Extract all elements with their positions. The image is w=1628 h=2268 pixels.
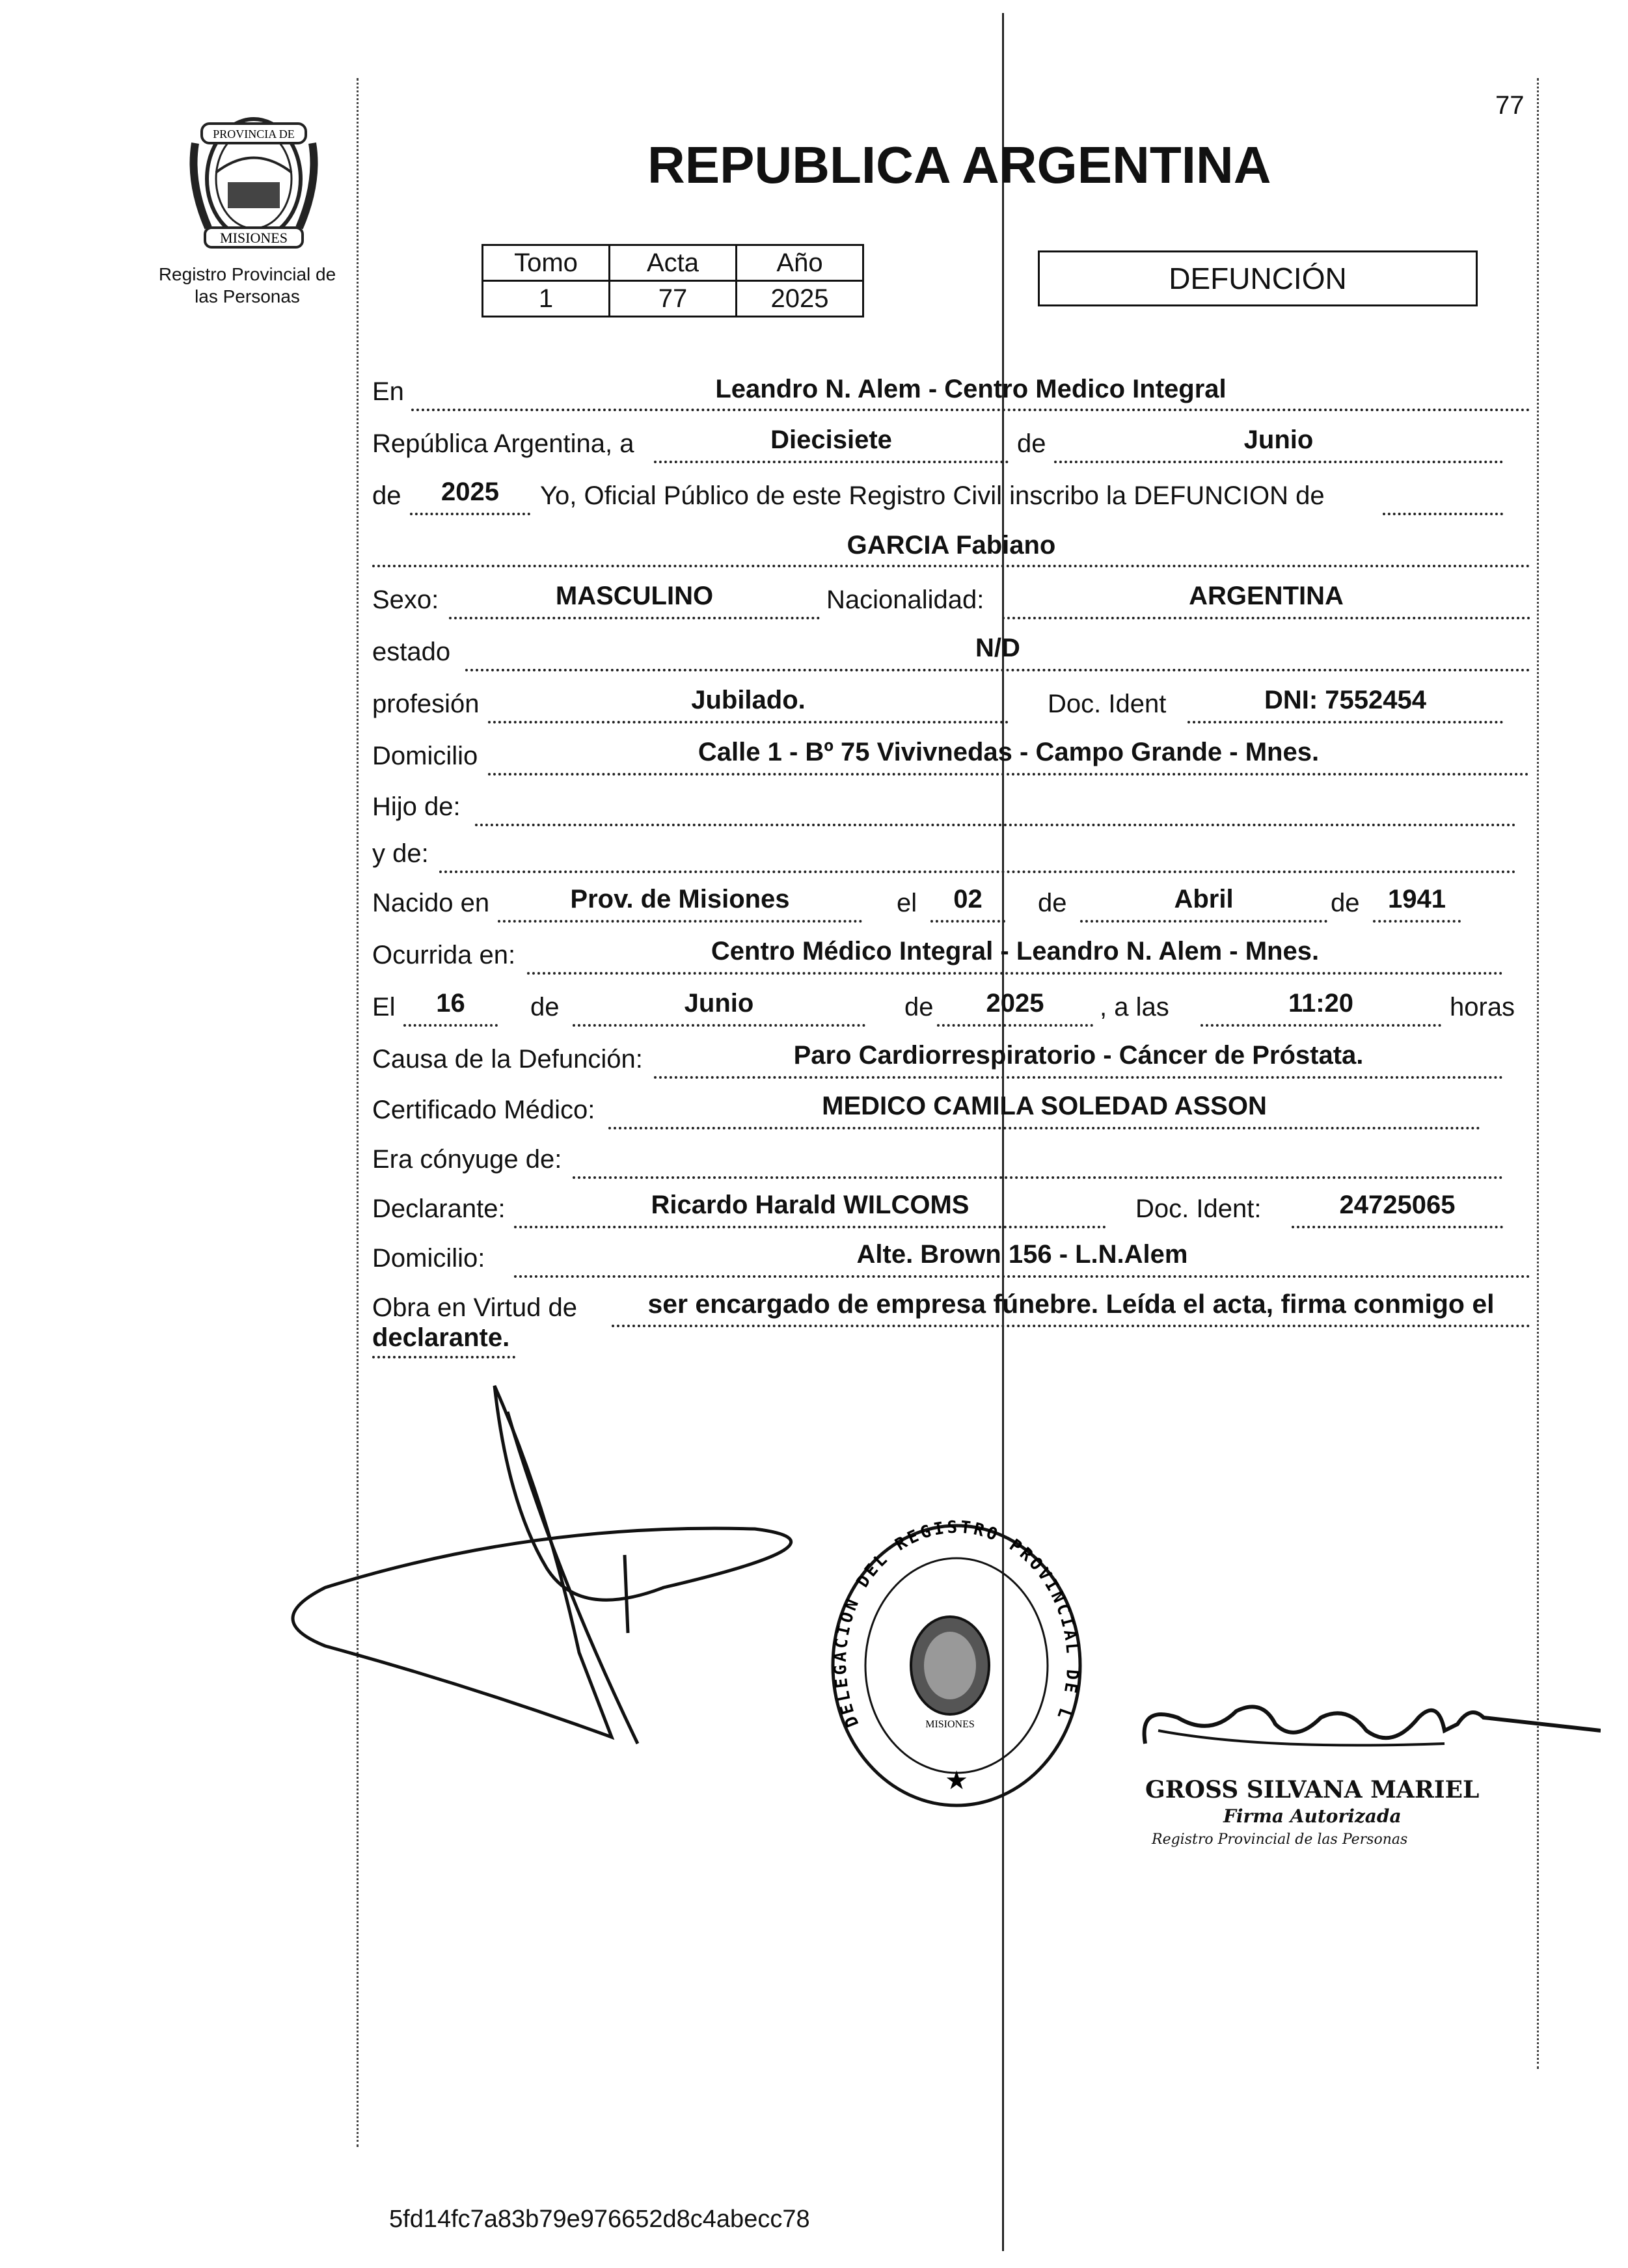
document-title: REPUBLICA ARGENTINA (647, 136, 1271, 194)
scan-fold-line (1002, 13, 1004, 2251)
table-value-acta: 77 (610, 281, 737, 317)
line-yo-oficial-tail (1383, 513, 1503, 515)
label-sexo: Sexo: (372, 586, 439, 614)
label-de-mes: de (1017, 429, 1046, 458)
field-nac-dia: 02 (953, 885, 983, 913)
line-estado (465, 669, 1530, 671)
label-y-de: y de: (372, 839, 429, 868)
field-def-hora: 11:20 (1288, 989, 1354, 1018)
label-profesion: profesión (372, 690, 480, 718)
line-def-mes (573, 1024, 865, 1027)
field-nombre: GARCIA Fabiano (847, 531, 1056, 560)
table-header-anio: Año (737, 245, 863, 281)
line-anio (410, 513, 530, 515)
table-value-anio: 2025 (737, 281, 863, 317)
label-estado: estado (372, 638, 451, 666)
field-profesion: Jubilado. (691, 686, 806, 714)
label-nacido-en: Nacido en (372, 889, 490, 917)
line-def-anio (937, 1024, 1093, 1027)
seal-top-text: PROVINCIA DE (213, 128, 295, 141)
label-de-nac-anio: de (1331, 889, 1360, 917)
field-ocurrida-en: Centro Médico Integral - Leandro N. Alem - Mnes. (711, 937, 1320, 965)
declarant-signature (273, 1373, 898, 1750)
field-documento: DNI: 7552454 (1264, 686, 1427, 714)
field-certificado: MEDICO CAMILA SOLEDAD ASSON (822, 1092, 1267, 1120)
field-nacionalidad: ARGENTINA (1189, 582, 1344, 610)
signer-institution: Registro Provincial de las Personas (1152, 1831, 1408, 1848)
page-number: 77 (1495, 91, 1525, 120)
label-hijo-de: Hijo de: (372, 792, 461, 821)
line-documento (1187, 721, 1503, 723)
line-declarante-doc (1292, 1226, 1503, 1228)
label-ocurrida-en: Ocurrida en: (372, 941, 516, 969)
label-de-nac-mes: de (1038, 889, 1067, 917)
label-doc-ident-declarante: Doc. Ident: (1135, 1195, 1262, 1223)
line-nac-mes (1080, 920, 1327, 923)
table-value-tomo: 1 (483, 281, 610, 317)
label-domicilio: Domicilio (372, 742, 478, 770)
field-estado: N/D (975, 634, 1020, 662)
line-ocurrida-en (527, 972, 1503, 975)
label-el-defuncion: El (372, 993, 396, 1021)
line-nombre (372, 565, 1530, 567)
line-nacionalidad (1002, 617, 1530, 619)
label-de-def-anio: de (904, 993, 934, 1021)
line-sexo (449, 617, 820, 619)
label-certificado: Certificado Médico: (372, 1096, 595, 1124)
registry-name (140, 263, 355, 307)
field-declarante-doc: 24725065 (1339, 1191, 1456, 1219)
record-table-value-row (483, 281, 863, 317)
label-conyuge: Era cónyuge de: (372, 1145, 562, 1174)
record-table-header-row (483, 245, 863, 281)
misiones-coat-of-arms (176, 104, 332, 254)
field-def-dia: 16 (436, 989, 465, 1018)
field-anio: 2025 (441, 478, 499, 506)
label-de-def-mes: de (530, 993, 560, 1021)
label-a-las: , a las (1100, 993, 1169, 1021)
signer-name: GROSS SILVANA MARIEL (1145, 1776, 1480, 1803)
line-mes (1054, 461, 1503, 463)
line-obra-1 (612, 1325, 1530, 1327)
label-declarante: Declarante: (372, 1195, 506, 1223)
line-def-dia (403, 1024, 498, 1027)
label-horas: horas (1450, 993, 1515, 1021)
field-declarante-domicilio: Alte. Brown 156 - L.N.Alem (856, 1240, 1188, 1269)
label-domicilio-declarante: Domicilio: (372, 1244, 485, 1273)
line-conyuge (573, 1176, 1503, 1179)
line-declarante-domicilio (514, 1275, 1530, 1278)
field-dia-letras: Diecisiete (770, 425, 892, 454)
label-republica: República Argentina, a (372, 429, 634, 458)
line-obra-2 (372, 1356, 515, 1358)
line-certificado (608, 1127, 1480, 1129)
field-obra-line-2: declarante. (372, 1323, 510, 1352)
authorized-signature (1132, 1692, 1601, 1770)
line-nacido-en (498, 920, 862, 923)
document-type-label: DEFUNCIÓN (1169, 262, 1347, 295)
table-header-acta: Acta (610, 245, 737, 281)
line-hijo-de (475, 824, 1516, 826)
field-obra-line-1: ser encargado de empresa fúnebre. Leída el acta, firma conmigo el (647, 1289, 1495, 1319)
right-margin-line (1537, 78, 1539, 2069)
line-declarante (514, 1226, 1106, 1228)
label-doc-ident: Doc. Ident (1048, 690, 1167, 718)
field-lugar: Leandro N. Alem - Centro Medico Integral (715, 375, 1227, 403)
line-y-de (439, 871, 1516, 873)
delegation-stamp (820, 1516, 1093, 1815)
svg-text:★: ★ (945, 1766, 968, 1795)
field-nac-mes: Abril (1174, 885, 1234, 913)
line-domicilio (488, 773, 1529, 776)
field-causa: Paro Cardiorrespiratorio - Cáncer de Próstata. (793, 1041, 1364, 1070)
left-margin-line (357, 78, 359, 2147)
label-yo-oficial: Yo, Oficial Público de este Registro Civil inscribo la DEFUNCION de (540, 481, 1325, 510)
label-obra-en-virtud: Obra en Virtud de (372, 1293, 578, 1322)
label-el-nacimiento: el (897, 889, 917, 917)
stamp-circle-text: DELEGACION DEL REGISTRO PROVINCIAL DE L (830, 1517, 1082, 1730)
field-sexo: MASCULINO (555, 582, 714, 610)
table-header-tomo: Tomo (483, 245, 610, 281)
line-nac-anio (1373, 920, 1461, 923)
field-def-anio: 2025 (986, 989, 1044, 1018)
line-causa (654, 1076, 1503, 1079)
label-causa: Causa de la Defunción: (372, 1045, 643, 1073)
line-dia-letras (654, 461, 1009, 463)
signer-role: Firma Autorizada (1223, 1805, 1402, 1827)
field-nacido-en: Prov. de Misiones (570, 885, 790, 913)
record-table (482, 244, 864, 317)
line-nac-dia (930, 920, 1005, 923)
document-type-box (1038, 250, 1478, 306)
field-domicilio: Calle 1 - Bº 75 Vivivnedas - Campo Grande - Mnes. (698, 738, 1320, 766)
footer-hash: 5fd14fc7a83b79e976652d8c4abecc78 (389, 2206, 810, 2233)
line-def-hora (1201, 1024, 1441, 1027)
field-declarante: Ricardo Harald WILCOMS (651, 1191, 970, 1219)
registry-line-1: Registro Provincial de (158, 264, 336, 284)
registry-line-2: las Personas (195, 286, 300, 306)
seal-bottom-text: MISIONES (220, 230, 288, 246)
label-en: En (372, 377, 404, 406)
field-def-mes: Junio (684, 989, 754, 1018)
field-nac-anio: 1941 (1388, 885, 1446, 913)
stamp-seal-text: MISIONES (925, 1719, 975, 1730)
label-de-anio: de (372, 481, 401, 510)
line-profesion (488, 721, 1009, 723)
field-mes: Junio (1243, 425, 1314, 454)
label-nacionalidad: Nacionalidad: (826, 586, 984, 614)
line-lugar (411, 409, 1530, 411)
